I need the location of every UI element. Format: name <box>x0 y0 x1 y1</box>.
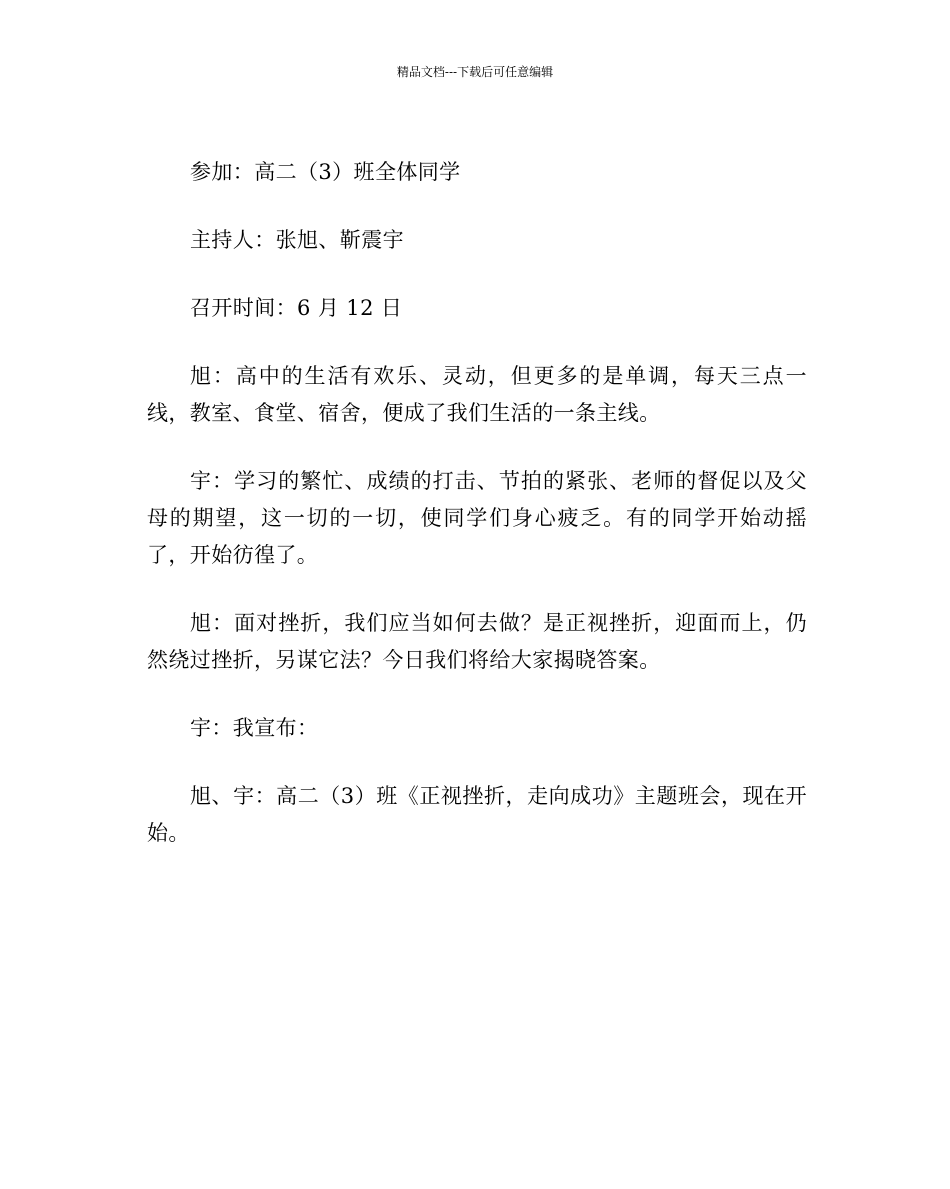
dialogue-paragraph: 旭：面对挫折，我们应当如何去做？是正视挫折，迎面而上，仍然绕过挫折，另谋它法？今日我们将给大家揭晓答案。 <box>147 611 807 672</box>
dialogue-paragraph: 宇：我宣布： <box>190 716 319 740</box>
dialogue-paragraph: 旭、宇：高二（3）班《正视挫折，走向成功》主题班会，现在开始。 <box>147 784 807 845</box>
meeting-time-line: 召开时间：6 月 12 日 <box>190 296 403 320</box>
hosts-line: 主持人：张旭、靳震宇 <box>190 228 404 252</box>
document-body <box>147 154 807 883</box>
participants-line: 参加：高二（3）班全体同学 <box>190 160 461 184</box>
dialogue-paragraph: 旭：高中的生活有欢乐、灵动，但更多的是单调，每天三点一线，教室、食堂、宿舍，便成了我们生活的一条主线。 <box>147 364 807 425</box>
page-header: 精品文档---下载后可任意编辑 <box>396 65 554 79</box>
dialogue-paragraph: 宇：学习的繁忙、成绩的打击、节拍的紧张、老师的督促以及父母的期望，这一切的一切，使同学们身心疲乏。有的同学开始动摇了，开始彷徨了。 <box>147 469 807 567</box>
